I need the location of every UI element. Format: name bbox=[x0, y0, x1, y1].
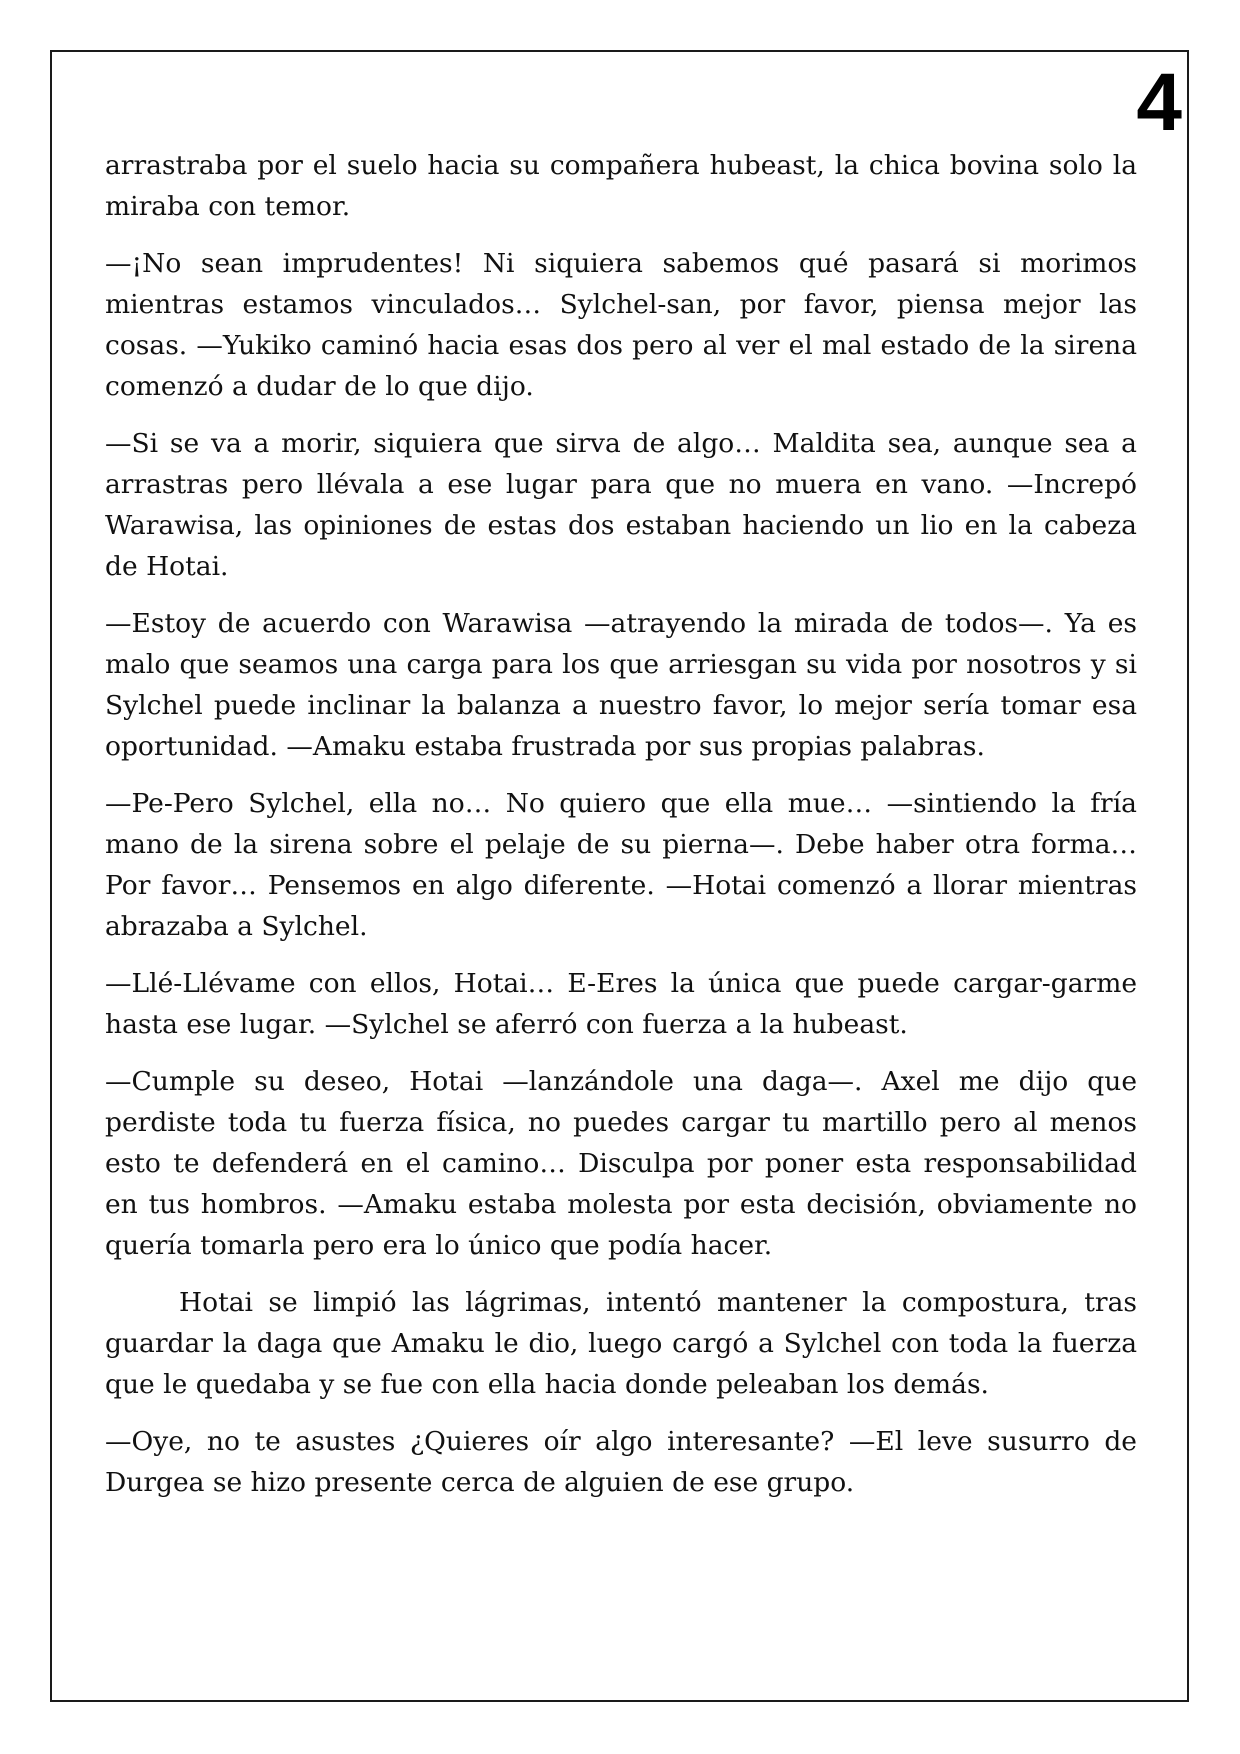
paragraph: —Si se va a morir, siquiera que sirva de algo… Maldita sea, aunque sea a arrastras pero llévala a ese lugar para que no muera en vano. —Increpó Warawisa, las opiniones de estas dos estaban haciendo un lio en la cabeza de Hotai. bbox=[105, 428, 1137, 582]
paragraph: —Oye, no te asustes ¿Quieres oír algo interesante? —El leve susurro de Durgea se hizo presente cerca de alguien de ese grupo. bbox=[105, 1426, 1137, 1498]
paragraph: Hotai se limpió las lágrimas, intentó mantener la compostura, tras guardar la daga que Amaku le dio, luego cargó a Sylchel con toda la fuerza que le quedaba y se fue con ella hacia donde peleaban los demás. bbox=[105, 1287, 1137, 1400]
paragraph: arrastraba por el suelo hacia su compañera hubeast, la chica bovina solo la miraba con temor. bbox=[105, 150, 1137, 222]
paragraph: —Llé-Llévame con ellos, Hotai… E-Eres la única que puede cargar-garme hasta ese lugar. —Sylchel se aferró con fuerza a la hubeast. bbox=[105, 968, 1137, 1040]
paragraph: —¡No sean imprudentes! Ni siquiera sabemos qué pasará si morimos mientras estamos vinculados… Sylchel-san, por favor, piensa mejor las cosas. —Yukiko caminó hacia esas dos pero al ver el mal estado de la sirena comenzó a dudar de lo que dijo. bbox=[105, 248, 1137, 402]
paragraph: —Pe-Pero Sylchel, ella no… No quiero que ella mue… —sintiendo la fría mano de la sirena sobre el pelaje de su pierna—. Debe haber otra forma… Por favor… Pensemos en algo diferente. —Hotai comenzó a llorar mientras abrazaba a Sylchel. bbox=[105, 788, 1137, 942]
text-body bbox=[105, 145, 1137, 1519]
paragraph: —Cumple su deseo, Hotai —lanzándole una daga—. Axel me dijo que perdiste toda tu fuerza física, no puedes cargar tu martillo pero al menos esto te defenderá en el camino… Disculpa por poner esta responsabilidad en tus hombros. —Amaku estaba molesta por esta decisión, obviamente no quería tomarla pero era lo único que podía hacer. bbox=[105, 1066, 1137, 1261]
page-number: 4 bbox=[1136, 57, 1182, 148]
paragraph: —Estoy de acuerdo con Warawisa —atrayendo la mirada de todos—. Ya es malo que seamos una carga para los que arriesgan su vida por nosotros y si Sylchel puede inclinar la balanza a nuestro favor, lo mejor sería tomar esa oportunidad. —Amaku estaba frustrada por sus propias palabras. bbox=[105, 608, 1137, 762]
